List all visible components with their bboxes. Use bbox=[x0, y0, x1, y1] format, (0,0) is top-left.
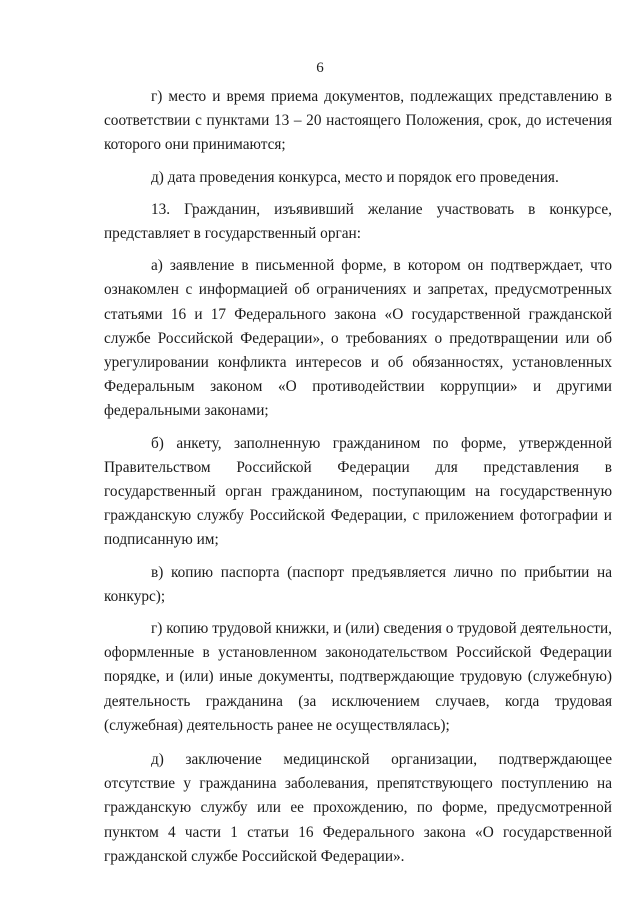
paragraph-clause-13: 13. Гражданин, изъявивший желание участвовать в конкурсе, представляет в государственный орган: bbox=[104, 200, 612, 243]
paragraph-item-g2: г) копию трудовой книжки, и (или) сведения о трудовой деятельности, оформленные в установленном законодательством Российской Федерации порядке, и (или) иные документы, подтверждающие трудовую (служебную) деятельность гражданина (за исключением случаев, когда трудовая (служебная) деятельность ранее не осуществлялась); bbox=[104, 620, 612, 734]
paragraph-item-g: г) место и время приема документов, подлежащих представлению в соответствии с пунктами 13 – 20 настоящего Положения, срок, до истечения которого они принимаются; bbox=[104, 88, 612, 154]
page-number: 6 bbox=[316, 60, 324, 76]
paragraph-item-d2: д) заключение медицинской организации, подтверждающее отсутствие у гражданина заболевания, препятствующего поступлению на гражданскую службу или ее прохождению, по форме, предусмотренной пунктом 4 части 1 статьи 16 Федерального закона «О государственной гражданской службе Российской Федерации». bbox=[104, 751, 612, 865]
paragraph-item-d: д) дата проведения конкурса, место и порядок его проведения. bbox=[151, 168, 559, 186]
paragraph-item-a: а) заявление в письменной форме, в котором он подтверждает, что ознакомлен с информацией об ограничениях и запретах, предусмотренных статьями 16 и 17 Федерального закона «О государственной гражданской службе Российской Федерации», о требованиях о предотвращении или об урегулировании конфликта интересов и об обязанностях, установленных Федеральным законом «О противодействии коррупции» и другими федеральными законами; bbox=[104, 257, 612, 420]
document-body bbox=[104, 85, 612, 869]
paragraph-item-v: в) копию паспорта (паспорт предъявляется лично по прибытии на конкурс); bbox=[104, 563, 612, 605]
paragraph-item-b: б) анкету, заполненную гражданином по форме, утвержденной Правительством Российской Федерации для представления в государственный орган гражданином, поступающим на государственную гражданскую службу Российской Федерации, с приложением фотографии и подписанную им; bbox=[104, 434, 612, 549]
